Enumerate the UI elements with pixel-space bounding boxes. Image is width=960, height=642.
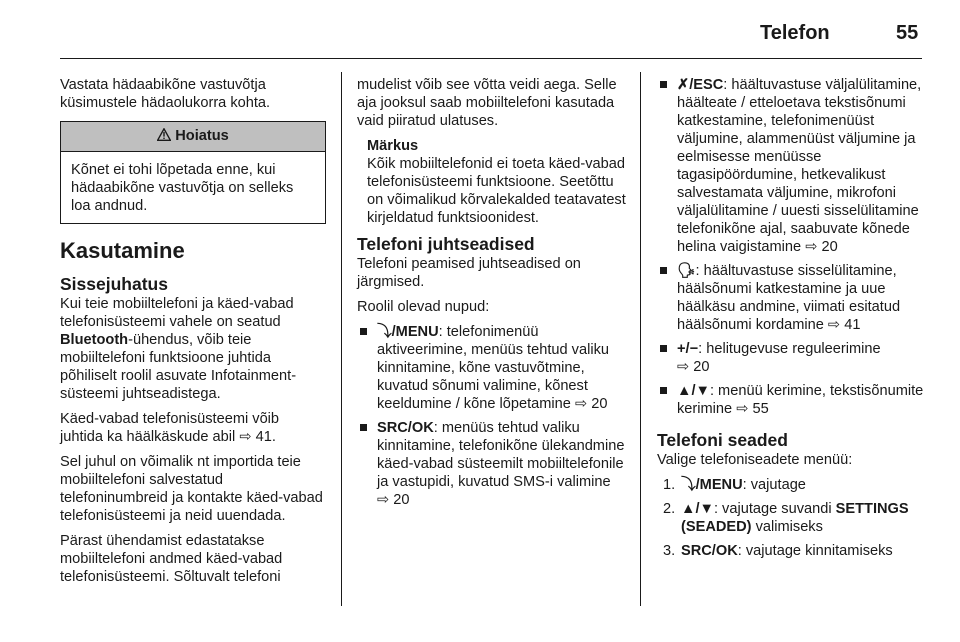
column-divider: [640, 72, 641, 606]
list-item: ⤵/MENU: telefonimenüü aktiveerimine, menüüs tehtud valiku kinnitamine, kõne vastuvõtmine, kuvatud sõnumi valimine, kõnest keeldumine / kõne lõpetamine ⇨ 20: [357, 323, 629, 413]
button-list: [657, 76, 927, 418]
ref-arrow-icon: ⇨: [574, 396, 588, 412]
ref-arrow-icon: ⇨: [736, 401, 749, 417]
list-item: 3. SRC/OK: vajutage kinnitamiseks: [663, 543, 893, 559]
ref-arrow-icon: ⇨: [805, 239, 818, 255]
list-item: SRC/OK: menüüs tehtud valiku kinnitamine, telefonikõne ülekandmine käed-vabad süsteemilt mobiiltelefonile ja vastupidi, kuvatud SMS-i valimine ⇨ 20: [357, 419, 629, 509]
list-item: 2. ▲/▼: vajutage suvandi SETTINGS (SEADED) valimiseks: [663, 501, 909, 535]
ref-arrow-icon: ⇨: [677, 359, 690, 375]
intro-paragraph: Vastata hädaabikõne vastuvõtja küsimustele hädaolukorra kohta.: [60, 77, 271, 111]
list-item: +/−: helitugevuse reguleerimine ⇨ 20: [657, 340, 927, 376]
scroll-arrows-icon: ▲/▼: [681, 501, 714, 517]
volume-icon: +/−: [677, 341, 699, 357]
ref-arrow-icon: ⇨: [239, 429, 252, 445]
bullet-icon: [660, 267, 667, 274]
button-list: [357, 323, 629, 509]
paragraph: Sel juhul on võimalik nt importida teie mobiiltelefoni salvestatud telefoninumbreid ja kontakte käed-vabad telefonisüsteemi ja neid uuendada.: [60, 454, 323, 524]
warning-text: Kõnet ei tohi lõpetada enne, kui hädaabikõne vastuvõtja on selleks loa andnud.: [71, 162, 294, 214]
voice-icon: 🗣: [677, 263, 696, 279]
page-header-title: Telefon: [760, 22, 830, 44]
note-block: [367, 137, 629, 227]
paragraph: Pärast ühendamist edastatakse mobiiltelefoni andmed käed-vabad telefonisüsteemi. Sõltuvalt telefoni: [60, 533, 283, 585]
paragraph: Roolil olevad nupud:: [357, 299, 490, 315]
subsection-heading: Telefoni juhtseadised: [357, 234, 535, 254]
column-2: [357, 76, 629, 515]
bullet-icon: [360, 328, 367, 335]
ref-arrow-icon: ⇨: [377, 492, 390, 508]
warning-title: Hoiatus: [175, 128, 229, 144]
steps-list: [657, 476, 927, 560]
bullet-icon: [360, 424, 367, 431]
list-item: 1. ⤵/MENU: vajutage: [663, 477, 806, 493]
warning-box: [60, 121, 326, 224]
note-text: Kõik mobiiltelefonid ei toeta käed-vabad telefonisüsteemi funktsioone. Seetõttu on võimalikud kõrvalekalded teatavatest kirjeldatud funktsioonidest.: [367, 156, 626, 226]
subsection-heading: Telefoni seaded: [657, 430, 788, 450]
paragraph: Käed-vabad telefonisüsteemi võib juhtida ka häälkäskude abil ⇨ 41.: [60, 411, 280, 445]
phone-menu-icon: ⤵: [681, 477, 696, 493]
header-rule: [60, 58, 922, 59]
bullet-icon: [660, 345, 667, 352]
column-1: [60, 76, 326, 593]
subsection-heading: Sissejuhatus: [60, 274, 168, 294]
list-item: ▲/▼: menüü kerimine, tekstisõnumite kerimine ⇨ 55: [657, 382, 927, 418]
page-ref: 41.: [255, 429, 276, 445]
warning-icon: [157, 128, 175, 144]
list-item: 🗣: häältuvastuse sisselülitamine, häälsõnumi katkestamine ja uue häälkäsu andmine, viimati esitatud häälsõnumi kordamine ⇨ 41: [657, 262, 927, 334]
scroll-arrows-icon: ▲/▼: [677, 383, 710, 399]
ref-arrow-icon: ⇨: [827, 317, 841, 333]
bullet-icon: [660, 387, 667, 394]
page-number: 55: [896, 22, 919, 44]
paragraph: Valige telefoniseadete menüü:: [657, 452, 853, 468]
note-title: Märkus: [367, 138, 419, 154]
paragraph: Telefoni peamised juhtseadised on järgmised.: [357, 256, 581, 290]
paragraph: mudelist võib see võtta veidi aega. Selle aja jooksul saab mobiiltelefoni kasutada vaid piiratud ulatuses.: [357, 77, 617, 129]
warning-header: [61, 122, 325, 152]
section-heading: Kasutamine: [60, 238, 185, 263]
paragraph: Kui teie mobiiltelefoni ja käed-vabad telefonisüsteemi vahele on seatud Bluetooth-ühendus, võib teie mobiiltelefoni funktsioone juhtida põhiliselt roolil asuvate Infotainment-süsteemi juhtseadistega.: [60, 296, 297, 402]
list-item: ✗/ESC: häältuvastuse väljalülitamine, häälteate / etteloetava tekstisõnumi katkestamine, telefonimenüüst väljumine, alammenüüst väljumine ja eelmisesse menüüsse tagasipöördumine, hetkevalikust salvestamata väljumine, mikrofoni väljalülitamine / uuesti sisselülitamine telefonikõne ajal, saabuvate kõnede helina vaigistamine ⇨ 20: [657, 76, 927, 256]
column-3: [657, 76, 927, 566]
phone-menu-icon: ⤵: [377, 324, 392, 340]
column-divider: [341, 72, 342, 606]
esc-icon: ✗: [677, 77, 690, 93]
bullet-icon: [660, 81, 667, 88]
